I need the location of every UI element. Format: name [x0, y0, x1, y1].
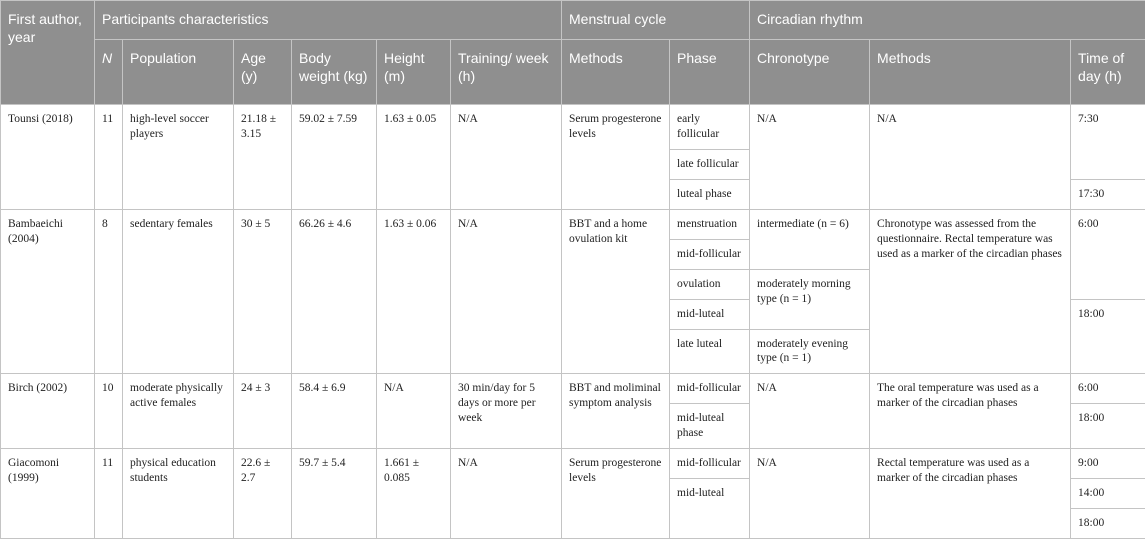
cell-chronotype: N/A — [750, 449, 870, 539]
cell-population: physical education students — [123, 449, 234, 539]
cell-age: 30 ± 5 — [234, 209, 292, 374]
cell-population: moderate physically active females — [123, 374, 234, 449]
cell-body-weight: 66.26 ± 4.6 — [292, 209, 377, 374]
cell-author: Tounsi (2018) — [1, 105, 95, 210]
cell-population: sedentary females — [123, 209, 234, 374]
header-age: Age (y) — [234, 40, 292, 105]
cell-cr-method: Rectal temperature was used as a marker of the circadian phases — [870, 449, 1071, 539]
cell-chronotype: intermediate (n = 6) — [750, 209, 870, 269]
header-menstrual-cycle: Menstrual cycle — [562, 1, 750, 40]
cell-cr-method: N/A — [870, 105, 1071, 210]
header-participants: Participants characteristics — [95, 1, 562, 40]
cell-phase: mid-luteal — [670, 299, 750, 329]
cell-n: 8 — [95, 209, 123, 374]
cell-time: 9:00 — [1071, 449, 1145, 479]
cell-training: 30 min/day for 5 days or more per week — [451, 374, 562, 449]
header-first-author: First author, year — [1, 1, 95, 105]
cell-phase: mid-follicular — [670, 449, 750, 479]
cell-phase: late luteal — [670, 329, 750, 374]
header-training: Training/ week (h) — [451, 40, 562, 105]
cell-phase: mid-luteal phase — [670, 404, 750, 449]
table-row — [1, 449, 1145, 479]
cell-body-weight: 59.7 ± 5.4 — [292, 449, 377, 539]
header-n: N — [95, 40, 123, 105]
header-mc-methods: Methods — [562, 40, 670, 105]
cell-cr-method: Chronotype was assessed from the questionnaire. Rectal temperature was used as a marker of the circadian phases — [870, 209, 1071, 374]
cell-height: 1.63 ± 0.06 — [377, 209, 451, 374]
cell-body-weight: 59.02 ± 7.59 — [292, 105, 377, 210]
cell-body-weight: 58.4 ± 6.9 — [292, 374, 377, 449]
header-population: Population — [123, 40, 234, 105]
cell-height: 1.661 ± 0.085 — [377, 449, 451, 539]
cell-phase: mid-luteal — [670, 479, 750, 539]
cell-age: 24 ± 3 — [234, 374, 292, 449]
cell-phase: early follicular — [670, 105, 750, 150]
cell-mc-method: Serum progesterone levels — [562, 449, 670, 539]
cell-phase: menstruation — [670, 209, 750, 239]
cell-chronotype: N/A — [750, 374, 870, 449]
cell-chronotype: N/A — [750, 105, 870, 210]
cell-time: 18:00 — [1071, 509, 1145, 539]
table-row — [1, 374, 1145, 404]
cell-time: 18:00 — [1071, 299, 1145, 374]
cell-phase: mid-follicular — [670, 374, 750, 404]
header-body-weight: Body weight (kg) — [292, 40, 377, 105]
header-chronotype: Chronotype — [750, 40, 870, 105]
cell-age: 22.6 ± 2.7 — [234, 449, 292, 539]
header-cr-methods: Methods — [870, 40, 1071, 105]
header-circadian-rhythm: Circadian rhythm — [750, 1, 1145, 40]
cell-mc-method: BBT and a home ovulation kit — [562, 209, 670, 374]
header-height: Height (m) — [377, 40, 451, 105]
cell-time: 6:00 — [1071, 209, 1145, 299]
cell-phase: late follicular — [670, 149, 750, 179]
cell-time: 18:00 — [1071, 404, 1145, 449]
header-time-of-day: Time of day (h) — [1071, 40, 1145, 105]
cell-training: N/A — [451, 449, 562, 539]
cell-n: 11 — [95, 105, 123, 210]
cell-author: Giacomoni (1999) — [1, 449, 95, 539]
cell-training: N/A — [451, 209, 562, 374]
cell-chronotype: moderately morning type (n = 1) — [750, 269, 870, 329]
table-row — [1, 209, 1145, 239]
cell-chronotype: moderately evening type (n = 1) — [750, 329, 870, 374]
cell-height: N/A — [377, 374, 451, 449]
cell-author: Birch (2002) — [1, 374, 95, 449]
cell-time: 7:30 — [1071, 105, 1145, 180]
cell-training: N/A — [451, 105, 562, 210]
cell-time: 14:00 — [1071, 479, 1145, 509]
cell-time: 6:00 — [1071, 374, 1145, 404]
cell-n: 11 — [95, 449, 123, 539]
cell-population: high-level soccer players — [123, 105, 234, 210]
cell-phase: mid-follicular — [670, 239, 750, 269]
cell-n: 10 — [95, 374, 123, 449]
cell-author: Bambaeichi (2004) — [1, 209, 95, 374]
cell-mc-method: BBT and moliminal symptom analysis — [562, 374, 670, 449]
cell-cr-method: The oral temperature was used as a marker of the circadian phases — [870, 374, 1071, 449]
cell-time: 17:30 — [1071, 179, 1145, 209]
cell-age: 21.18 ± 3.15 — [234, 105, 292, 210]
cell-height: 1.63 ± 0.05 — [377, 105, 451, 210]
header-phase: Phase — [670, 40, 750, 105]
cell-phase: ovulation — [670, 269, 750, 299]
cell-phase: luteal phase — [670, 179, 750, 209]
cell-mc-method: Serum progesterone levels — [562, 105, 670, 210]
